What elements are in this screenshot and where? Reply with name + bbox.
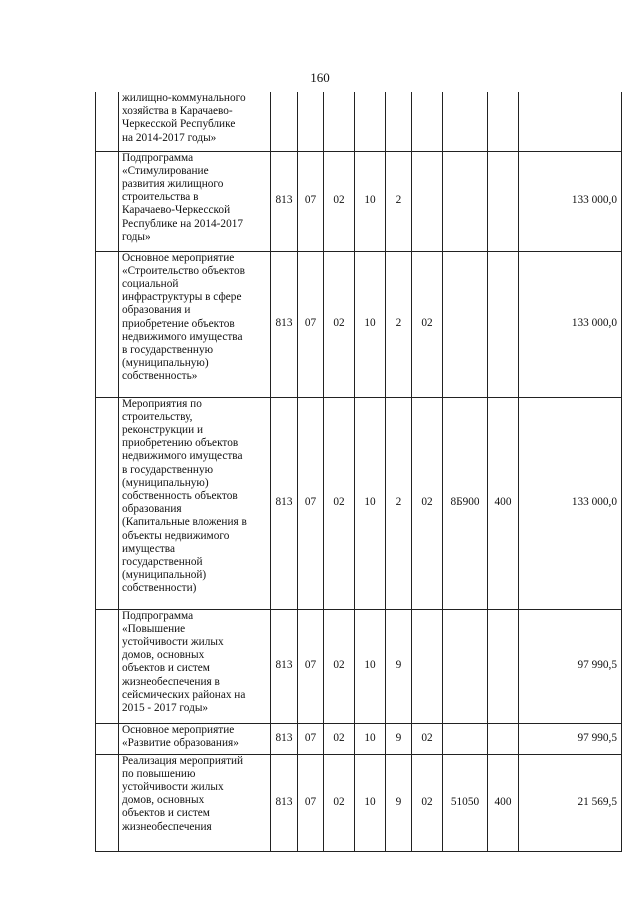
cell-vedomstvo: 813 [271,723,298,754]
page-number: 160 [310,70,330,85]
cell-osnovnoe-meropriyatie [412,92,443,151]
cell-summa: 133 000,0 [519,397,622,609]
cell-number [96,92,119,151]
cell-number [96,397,119,609]
cell-vedomstvo: 813 [271,609,298,723]
cell-razdel [298,92,324,151]
cell-summa [519,92,622,151]
cell-osnovnoe-meropriyatie: 02 [412,397,443,609]
cell-osnovnoe-meropriyatie: 02 [412,754,443,851]
cell-programma: 10 [355,723,386,754]
cell-vedomstvo [271,92,298,151]
cell-napravlenie: 51050 [443,754,488,851]
cell-vid-raskhodov [488,723,519,754]
cell-vid-raskhodov [488,92,519,151]
cell-podprogramma: 2 [386,251,412,397]
cell-name-text: Основное мероприятие «Развитие образования» [122,723,239,749]
cell-name-text: жилищно-коммунального хозяйства в Карачаево- Черкесской Республике на 2014-2017 годы» [122,92,246,144]
cell-name [119,609,271,723]
cell-podrazdel: 02 [324,609,355,723]
cell-programma: 10 [355,609,386,723]
cell-name [119,723,271,754]
table-row [96,397,622,609]
cell-napravlenie [443,609,488,723]
cell-name-text: Реализация мероприятий по повышению устойчивости жилых домов, основных объектов и систем жизнеобеспечения [122,754,244,833]
cell-vedomstvo: 813 [271,754,298,851]
cell-name [119,151,271,251]
cell-name [119,92,271,151]
cell-programma: 10 [355,151,386,251]
cell-name [119,397,271,609]
cell-vedomstvo: 813 [271,151,298,251]
cell-number [96,609,119,723]
cell-napravlenie [443,151,488,251]
cell-summa: 97 990,5 [519,609,622,723]
cell-number [96,151,119,251]
cell-vid-raskhodov [488,609,519,723]
cell-number [96,754,119,851]
cell-osnovnoe-meropriyatie [412,609,443,723]
table-row [96,723,622,754]
cell-number [96,251,119,397]
cell-summa: 133 000,0 [519,151,622,251]
table-body [96,92,622,851]
cell-podrazdel: 02 [324,397,355,609]
cell-osnovnoe-meropriyatie [412,151,443,251]
cell-razdel: 07 [298,754,324,851]
budget-table [95,92,622,852]
cell-podprogramma [386,92,412,151]
cell-number [96,723,119,754]
cell-vedomstvo: 813 [271,397,298,609]
cell-vedomstvo: 813 [271,251,298,397]
cell-name-text: Подпрограмма «Повышение устойчивости жилых домов, основных объектов и систем жизнеобеспечения в сейсмических районах на 2015 - 2017 годы» [122,609,246,714]
cell-podrazdel: 02 [324,251,355,397]
table-row [96,754,622,851]
cell-razdel: 07 [298,151,324,251]
cell-summa: 97 990,5 [519,723,622,754]
cell-razdel: 07 [298,723,324,754]
cell-podrazdel: 02 [324,754,355,851]
cell-name-text: Основное мероприятие «Строительство объектов социальной инфраструктуры в сфере образования и приобретение объектов недвижимого имущества в государственную (муниципальную) собственность» [122,251,245,383]
cell-osnovnoe-meropriyatie: 02 [412,251,443,397]
cell-vid-raskhodov [488,151,519,251]
cell-programma [355,92,386,151]
cell-name [119,754,271,851]
cell-vid-raskhodov [488,251,519,397]
cell-razdel: 07 [298,397,324,609]
cell-podrazdel: 02 [324,151,355,251]
cell-razdel: 07 [298,251,324,397]
cell-name-text: Мероприятия по строительству, реконструкции и приобретению объектов недвижимого имущества в государственную (муниципальную) собственность объектов образования (Капитальные вложения в объекты недвижимого имущества государственной (муниципальной) собственности) [122,397,247,595]
cell-programma: 10 [355,397,386,609]
cell-podprogramma: 2 [386,397,412,609]
cell-vid-raskhodov: 400 [488,754,519,851]
table-row [96,92,622,151]
cell-podrazdel [324,92,355,151]
cell-osnovnoe-meropriyatie: 02 [412,723,443,754]
cell-summa: 133 000,0 [519,251,622,397]
cell-podprogramma: 9 [386,723,412,754]
cell-summa: 21 569,5 [519,754,622,851]
table-row [96,151,622,251]
table-row [96,609,622,723]
cell-name-text: Подпрограмма «Стимулирование развития жилищного строительства в Карачаево-Черкесской Республике на 2014-2017 годы» [122,151,244,243]
cell-vid-raskhodov: 400 [488,397,519,609]
cell-napravlenie [443,251,488,397]
cell-programma: 10 [355,251,386,397]
cell-programma: 10 [355,754,386,851]
cell-podrazdel: 02 [324,723,355,754]
table-row [96,251,622,397]
cell-napravlenie: 8Б900 [443,397,488,609]
cell-razdel: 07 [298,609,324,723]
cell-podprogramma: 9 [386,754,412,851]
cell-podprogramma: 2 [386,151,412,251]
cell-napravlenie [443,92,488,151]
cell-podprogramma: 9 [386,609,412,723]
cell-napravlenie [443,723,488,754]
cell-name [119,251,271,397]
